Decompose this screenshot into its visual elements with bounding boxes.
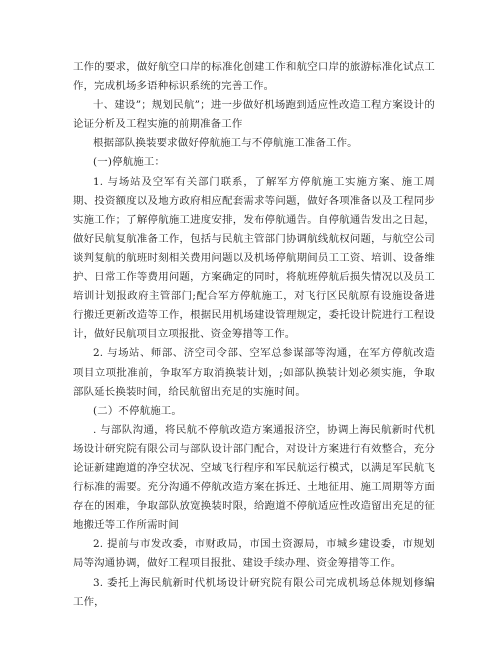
paragraph-item-2-non-suspended: 2. 提前与市发改委，市财政局，市国土资源局，市城乡建设委，市规划局等沟通协调，做好工程项目报批、建设手续办理、资金筹措等工作。 <box>73 538 435 570</box>
subheading-suspended-construction: (一)停航施工： <box>93 156 166 169</box>
document-body <box>73 58 435 612</box>
paragraph-item-1-suspended: 1. 与场站及空军有关部门联系，了解军方停航施工实施方案、施工周期、投资额度以及地方政府相应配套需求等问题，做好各项准备以及工程同步实施工作；了解停航施工进度安排，发布停航通告。自停航通告发出之日起，做好民航复航准备工作，包括与民航主管部门协调航线航权问题，与航空公司谈判复航的航班时刻相关费用问题以及机场停航期间员工工资、培训、设备维护、日常工作等费用问题，方案确定的同时，将航班停航后损失情况以及员工培训计划报政府主管部门;配合军方停航施工，对飞行区民航原有设施设备进行搬迁更新改造等工作，根据民用机场建设管理规定，委托设计院进行工程设计，做好民航项目立项报批、资金筹措等工作。 <box>73 175 435 341</box>
paragraph-item-2-suspended: 2. 与场站、师部、济空司令部、空军总参谋部等沟通，在军方停航改造项目立项批准前，争取军方取消换装计划，;如部队换装计划必须实施，争取部队延长换装时间，给民航留出充足的实施时间。 <box>73 347 435 398</box>
paragraph-airport-port-work: 工作的要求，做好航空口岸的标准化创建工作和航空口岸的旅游标准化试点工作，完成机场多语种标识系统的完善工作。 <box>73 61 435 93</box>
paragraph-item-1-non-suspended: . 与部队沟通，将民航不停航改造方案通报济空，协调上海民航新时代机场设计研究院有限公司与部队设计部门配合，对设计方案进行有效整合，充分论证新建跑道的净空状况、空域飞行程序和军民航运行模式，以满足军民航飞行标准的需要。充分沟通不停航改造方案在拆迁、土地征用、施工周期等方面存在的困难，争取部队放宽换装时限，给跑道不停航适应性改造留出充足的征地搬迁等工作所需时间 <box>73 423 435 532</box>
paragraph-item-3-non-suspended: 3. 委托上海民航新时代机场设计研究院有限公司完成机场总体规划修编工作， <box>73 576 435 608</box>
paragraph-section-ten-heading: 十、建设”；规划民航”；进一步做好机场跑到适应性改造工程方案设计的论证分析及工程实施的前期准备工作 <box>73 99 435 131</box>
subheading-non-suspended-construction: (二）不停航施工。 <box>93 404 182 417</box>
paragraph-preparation-summary: 根据部队换装要求做好停航施工与不停航施工准备工作。 <box>93 137 358 150</box>
